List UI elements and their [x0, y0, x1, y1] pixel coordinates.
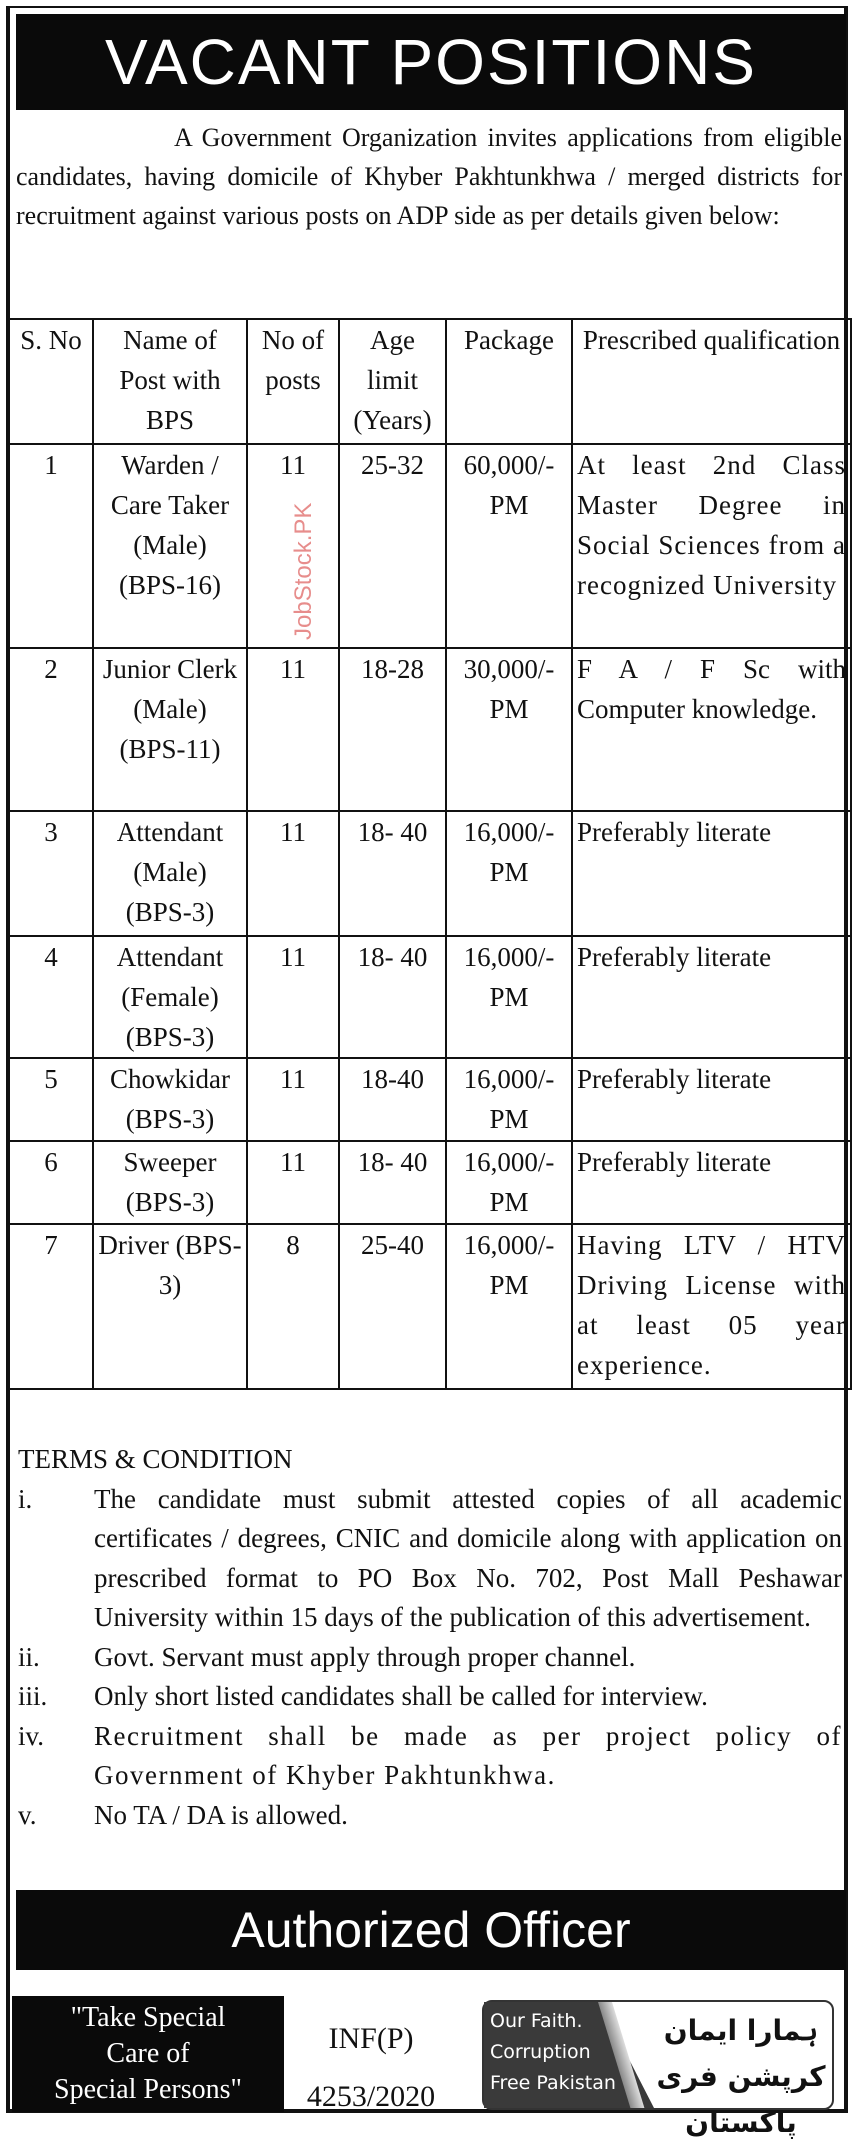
- cell-sno: 3: [9, 811, 93, 936]
- term-number: i.: [18, 1483, 33, 1514]
- badge-line: کرپشن فری پاکستان: [656, 2060, 826, 2139]
- cell-posts: 11: [247, 1058, 339, 1141]
- cell-age: 18-40: [339, 1058, 446, 1141]
- intro-paragraph: [16, 118, 842, 308]
- cell-sno: 4: [9, 936, 93, 1058]
- cell-package: 16,000/- PM: [446, 1058, 572, 1141]
- cell-age: 18- 40: [339, 1141, 446, 1224]
- term-item: [18, 1638, 842, 1678]
- cell-qualification: Preferably literate: [572, 1141, 851, 1224]
- term-item: [18, 1717, 842, 1796]
- badge-line: Corruption: [490, 2041, 591, 2063]
- cell-post: Junior Clerk (Male) (BPS-11): [93, 648, 247, 811]
- term-item: [18, 1480, 842, 1638]
- term-number: v.: [18, 1799, 37, 1830]
- cell-age: 18- 40: [339, 936, 446, 1058]
- cell-sno: 5: [9, 1058, 93, 1141]
- col-header-sno: S. No: [9, 319, 93, 444]
- term-text: Only short listed candidates shall be called for interview.: [94, 1681, 708, 1711]
- table-header-row: [9, 319, 851, 444]
- inf-number: 4253/2020: [306, 2080, 436, 2113]
- cell-package: 30,000/- PM: [446, 648, 572, 811]
- badge-english-text: [490, 2006, 616, 2099]
- cell-sno: 1: [9, 444, 93, 648]
- table-row: [9, 648, 851, 811]
- cell-posts: 11: [247, 1141, 339, 1224]
- term-text: The candidate must submit attested copies of all academic certificates / degrees, CNIC and domicile along with application on prescribed format to PO Box No. 702, Post Mall Peshawar University within 15 days of the publication of this advertisement.: [94, 1483, 842, 1632]
- badge-line: Our Faith.: [490, 2010, 583, 2032]
- term-item: [18, 1677, 842, 1717]
- cell-package: 16,000/- PM: [446, 1224, 572, 1389]
- special-persons-slogan: [12, 1996, 284, 2112]
- cell-age: 25-32: [339, 444, 446, 648]
- cell-post: Attendant (Male) (BPS-3): [93, 811, 247, 936]
- terms-heading: TERMS & CONDITION: [18, 1444, 293, 1474]
- term-text: No TA / DA is allowed.: [94, 1799, 348, 1830]
- slogan-line: "Take Special: [70, 2002, 226, 2033]
- col-header-post: Name of Post with BPS: [93, 319, 247, 444]
- cell-posts: 11: [247, 936, 339, 1058]
- term-number: iii.: [18, 1681, 48, 1711]
- cell-qualification: Preferably literate: [572, 811, 851, 936]
- table-row: [9, 936, 851, 1058]
- cell-sno: 7: [9, 1224, 93, 1389]
- cell-posts: 8: [247, 1224, 339, 1389]
- cell-age: 18-28: [339, 648, 446, 811]
- cell-package: 16,000/- PM: [446, 1141, 572, 1224]
- term-text: Govt. Servant must apply through proper channel.: [94, 1641, 636, 1672]
- badge-urdu-text: [656, 2008, 826, 2146]
- cell-posts: 11: [247, 648, 339, 811]
- cell-posts: 11: [247, 811, 339, 936]
- cell-qualification: F A / F Sc with Computer knowledge.: [572, 648, 851, 811]
- table-row: [9, 811, 851, 936]
- inf-reference: [296, 2010, 446, 2126]
- col-header-posts: No of posts: [247, 319, 339, 444]
- cell-sno: 2: [9, 648, 93, 811]
- signatory-banner: [16, 1890, 846, 1970]
- badge-line: ہمارا ایمان: [663, 2014, 819, 2047]
- slogan-line: Special Persons": [54, 2074, 242, 2105]
- col-header-qualification: Prescribed qualification: [572, 319, 851, 444]
- vacancies-table: [8, 318, 852, 1390]
- signatory: Authorized Officer: [231, 1902, 631, 1958]
- cell-post: Driver (BPS-3): [93, 1224, 247, 1389]
- cell-qualification: Preferably literate: [572, 1058, 851, 1141]
- inf-code: INF(P): [328, 2022, 414, 2055]
- cell-age: 25-40: [339, 1224, 446, 1389]
- title-banner: [16, 14, 846, 110]
- table-row: [9, 1058, 851, 1141]
- col-header-package: Package: [446, 319, 572, 444]
- term-item: [18, 1796, 842, 1836]
- term-text: Recruitment shall be made as per project policy of Government of Khyber Pakhtunkhwa.: [94, 1720, 842, 1790]
- cell-package: 16,000/- PM: [446, 936, 572, 1058]
- cell-package: 60,000/- PM: [446, 444, 572, 648]
- table-row: [9, 444, 851, 648]
- cell-package: 16,000/- PM: [446, 811, 572, 936]
- cell-sno: 6: [9, 1141, 93, 1224]
- cell-qualification: Having LTV / HTV Driving License with at least 05 year experience.: [572, 1224, 851, 1389]
- cell-qualification: Preferably literate: [572, 936, 851, 1058]
- cell-post: Warden / Care Taker (Male) (BPS-16): [93, 444, 247, 648]
- cell-age: 18- 40: [339, 811, 446, 936]
- corruption-free-pakistan-badge: [482, 2000, 834, 2139]
- cell-qualification: At least 2nd Class Master Degree in Social Sciences from a recognized University: [572, 444, 851, 648]
- cell-post: Chowkidar (BPS-3): [93, 1058, 247, 1141]
- table-row: [9, 1224, 851, 1389]
- cell-posts: 11: [247, 444, 339, 648]
- page-title: VACANT POSITIONS: [105, 26, 757, 98]
- slogan-line: Care of: [106, 2038, 190, 2069]
- intro-text: A Government Organization invites applications from eligible candidates, having domicile of Khyber Pakhtunkhwa / merged districts for recruitment against various posts on ADP side as per details given below:: [16, 123, 842, 230]
- cell-post: Sweeper (BPS-3): [93, 1141, 247, 1224]
- badge-line: Free Pakistan: [490, 2072, 616, 2094]
- term-number: iv.: [18, 1720, 44, 1751]
- table-row: [9, 1141, 851, 1224]
- term-number: ii.: [18, 1641, 40, 1672]
- cell-post: Attendant (Female) (BPS-3): [93, 936, 247, 1058]
- col-header-age: Age limit (Years): [339, 319, 446, 444]
- watermark: JobStock.PK: [290, 502, 317, 640]
- terms-section: [18, 1440, 842, 1835]
